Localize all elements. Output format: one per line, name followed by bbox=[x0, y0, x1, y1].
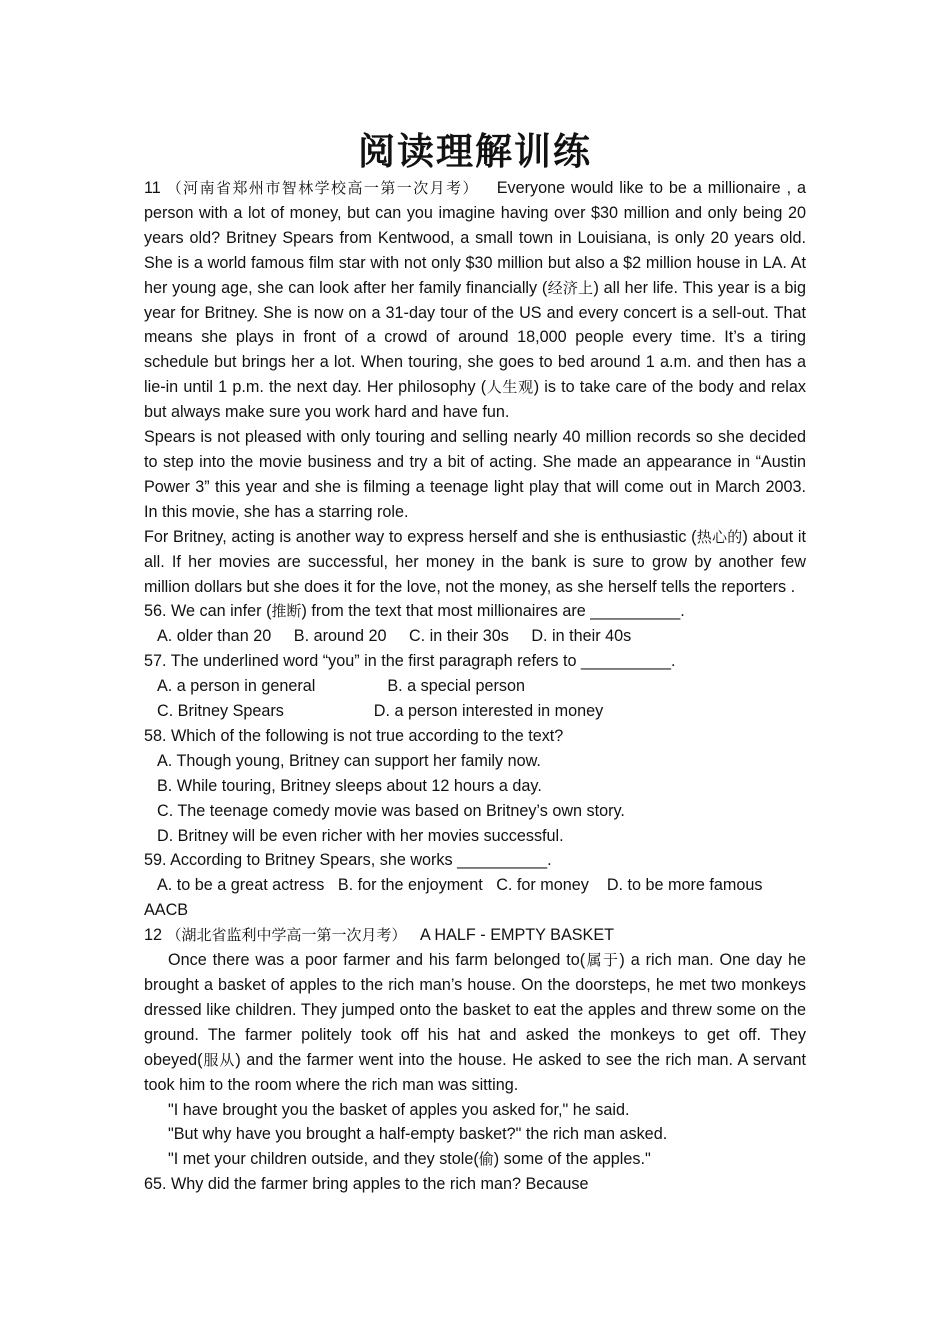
passage-11-paragraph-2: Spears is not pleased with only touring and selling nearly 40 million records so she decided to step into the movie business and try a bit of acting. She made an appearance in “Austin Power 3” this year and she is filming a teenage light play that will come out in March 2003. In this movie, she has a starring role. bbox=[144, 428, 806, 521]
dialogue-line-3 bbox=[144, 1147, 806, 1172]
question-number: 11 bbox=[144, 179, 161, 197]
question-58-option-d: D. Britney will be even richer with her movies successful. bbox=[157, 826, 564, 845]
passage-12-paragraph-1 bbox=[144, 948, 806, 1097]
dialogue-line-2: "But why have you brought a half-empty basket?" the rich man asked. bbox=[168, 1125, 668, 1144]
paragraph-text: "I met your children outside, and they stole( bbox=[168, 1150, 479, 1169]
page-title: 阅读理解训练 bbox=[358, 129, 592, 173]
question-57: 57. The underlined word “you” in the first paragraph refers to __________. bbox=[144, 652, 676, 671]
passage-12-header bbox=[144, 923, 806, 948]
question-number: 12 bbox=[144, 926, 163, 945]
chinese-gloss: 属于 bbox=[585, 951, 620, 970]
question-text: ) from the text that most millionaires are __________. bbox=[301, 602, 685, 621]
question-59: 59. According to Britney Spears, she works __________. bbox=[144, 851, 552, 870]
chinese-gloss: 推断 bbox=[271, 602, 302, 621]
question-58-option-a: A. Though young, Britney can support her family now. bbox=[157, 751, 541, 770]
answer-key: AACB bbox=[144, 901, 189, 920]
question-57-options-row-2: C. Britney Spears D. a person interested in money bbox=[157, 702, 604, 721]
chinese-gloss: 偷 bbox=[478, 1150, 494, 1169]
question-text: 56. We can infer ( bbox=[144, 602, 272, 621]
source-note: （河南省郑州市智林学校高一第一次月考） bbox=[166, 179, 479, 197]
passage-heading: A HALF - EMPTY BASKET bbox=[420, 926, 615, 945]
question-56-options: A. older than 20 B. around 20 C. in their 30s D. in their 40s bbox=[157, 627, 632, 646]
paragraph-text: For Britney, acting is another way to express herself and she is enthusiastic ( bbox=[144, 527, 697, 546]
chinese-gloss: 经济上 bbox=[547, 278, 594, 297]
chinese-gloss: 服从 bbox=[202, 1050, 236, 1069]
paragraph-text: Once there was a poor farmer and his farm belonged to( bbox=[168, 951, 586, 970]
question-57-options-row-1: A. a person in general B. a special person bbox=[157, 677, 526, 696]
paragraph-text: Everyone would like to be a millionaire , a person with a lot of money, but can you imagine having over $30 million and only being 20 years old? Britney Spears from Kentwood, a small town in Louisiana, is only 20 years old. She is a world famous film star with not only $30 million but also a $2 million house in LA. At her young age, she can look after her family financially ( bbox=[144, 179, 807, 297]
question-56 bbox=[144, 599, 806, 624]
question-58-option-b: B. While touring, Britney sleeps about 12 hours a day. bbox=[157, 776, 542, 795]
chinese-gloss: 人生观 bbox=[486, 378, 534, 397]
paragraph-text: ) is to take care of the body and relax but always make sure you work hard and have fun. bbox=[144, 378, 806, 422]
paragraph-text: ) about it all. If her movies are successful, her money in the bank is sure to grow by another few million dollars but she does it for the love, not the money, as she herself tells the reporters . bbox=[144, 527, 806, 596]
paragraph-text: ) some of the apples." bbox=[493, 1150, 651, 1169]
dialogue-line-1: "I have brought you the basket of apples you asked for," he said. bbox=[168, 1100, 630, 1119]
document-page bbox=[144, 126, 806, 1197]
question-58: 58. Which of the following is not true according to the text? bbox=[144, 726, 564, 745]
question-58-option-c: C. The teenage comedy movie was based on Britney’s own story. bbox=[157, 801, 625, 820]
question-65: 65. Why did the farmer bring apples to the rich man? Because bbox=[144, 1175, 589, 1194]
paragraph-text: ) and the farmer went into the house. He asked to see the rich man. A servant took him to the room where the rich man was sitting. bbox=[144, 1050, 806, 1094]
passage-11-paragraph-3 bbox=[144, 525, 806, 600]
chinese-gloss: 热心的 bbox=[696, 527, 743, 546]
source-note: （湖北省监利中学高一第一次月考） bbox=[166, 926, 407, 945]
question-59-options: A. to be a great actress B. for the enjoyment C. for money D. to be more famous bbox=[157, 876, 763, 895]
paragraph-text: ) a rich man. One day he brought a basket of apples to the rich man’s house. On the doorsteps, he met two monkeys dressed like children. They jumped onto the basket to eat the apples and threw some on the ground. The farmer politely took off his hat and asked the monkeys to get off. They obeyed( bbox=[144, 951, 806, 1069]
passage-11-paragraph-1 bbox=[144, 176, 806, 425]
paragraph-text: ) all her life. This year is a big year for Britney. She is now on a 31-day tour of the US and every concert is a sell-out. That means she plays in front of a crowd of around 18,000 people every time. It’s a tiring schedule but brings her a lot. When touring, she goes to bed around 1 a.m. and then has a lie-in until 1 p.m. the next day. Her philosophy ( bbox=[144, 278, 806, 397]
